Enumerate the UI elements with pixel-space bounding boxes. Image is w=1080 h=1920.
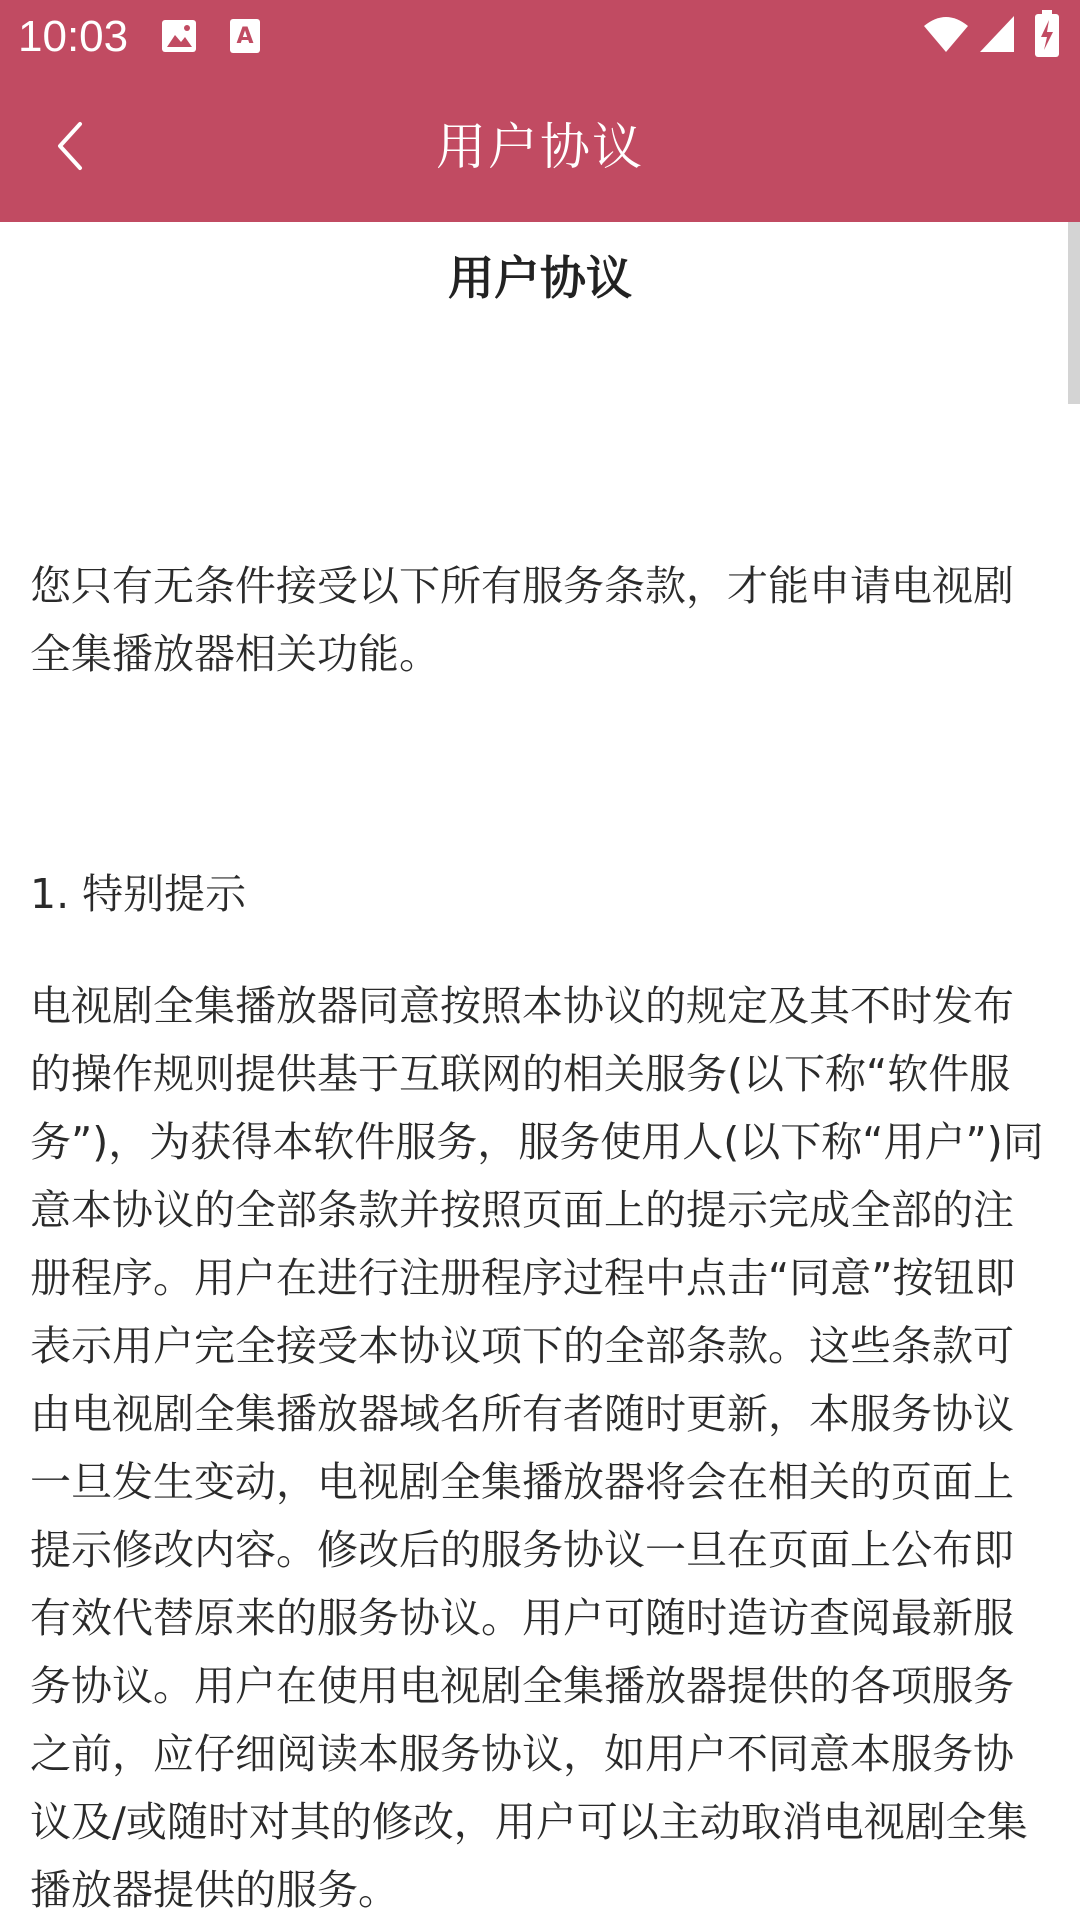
status-time: 10:03 bbox=[18, 12, 129, 61]
signal-icon bbox=[978, 14, 1016, 58]
battery-charging-icon bbox=[1034, 10, 1060, 62]
app-bar bbox=[0, 74, 1080, 222]
document-title: 用户协议 bbox=[448, 251, 632, 305]
wifi-icon bbox=[922, 14, 970, 58]
intro-paragraph: 您只有无条件接受以下所有服务条款，才能申请电视剧全集播放器相关功能。 bbox=[30, 562, 1014, 678]
status-bar bbox=[0, 0, 1080, 74]
section-heading: 1. 特别提示 bbox=[30, 870, 247, 918]
svg-text:A: A bbox=[236, 24, 254, 49]
text-a-icon bbox=[228, 16, 262, 60]
section-body-paragraph: 电视剧全集播放器同意按照本协议的规定及其不时发布的操作规则提供基于互联网的相关服务(以下称“软件服务”)，为获得本软件服务，服务使用人(以下称“用户”)同意本协议的全部条款并按照页面上的提示完成全部的注册程序。用户在进行注册程序过程中点击“同意”按钮即表示用户完全接受本协议项下的全部条款。这些条款可由电视剧全集播放器域名所有者随时更新，本服务协议一旦发生变动，电视剧全集播放器将会在相关的页面上提示修改内容。修改后的服务协议一旦在页面上公布即有效代替原来的服务协议。用户可随时造访查阅最新服务协议。用户在使用电视剧全集播放器提供的各项服务之前，应仔细阅读本服务协议，如用户不同意本服务协议及/或随时对其的修改，用户可以主动取消电视剧全集播放器提供的服务。 bbox=[30, 982, 1044, 1914]
app-bar-title: 用户协议 bbox=[436, 118, 644, 176]
agreement-content[interactable] bbox=[0, 222, 1080, 1920]
image-icon bbox=[160, 16, 198, 60]
